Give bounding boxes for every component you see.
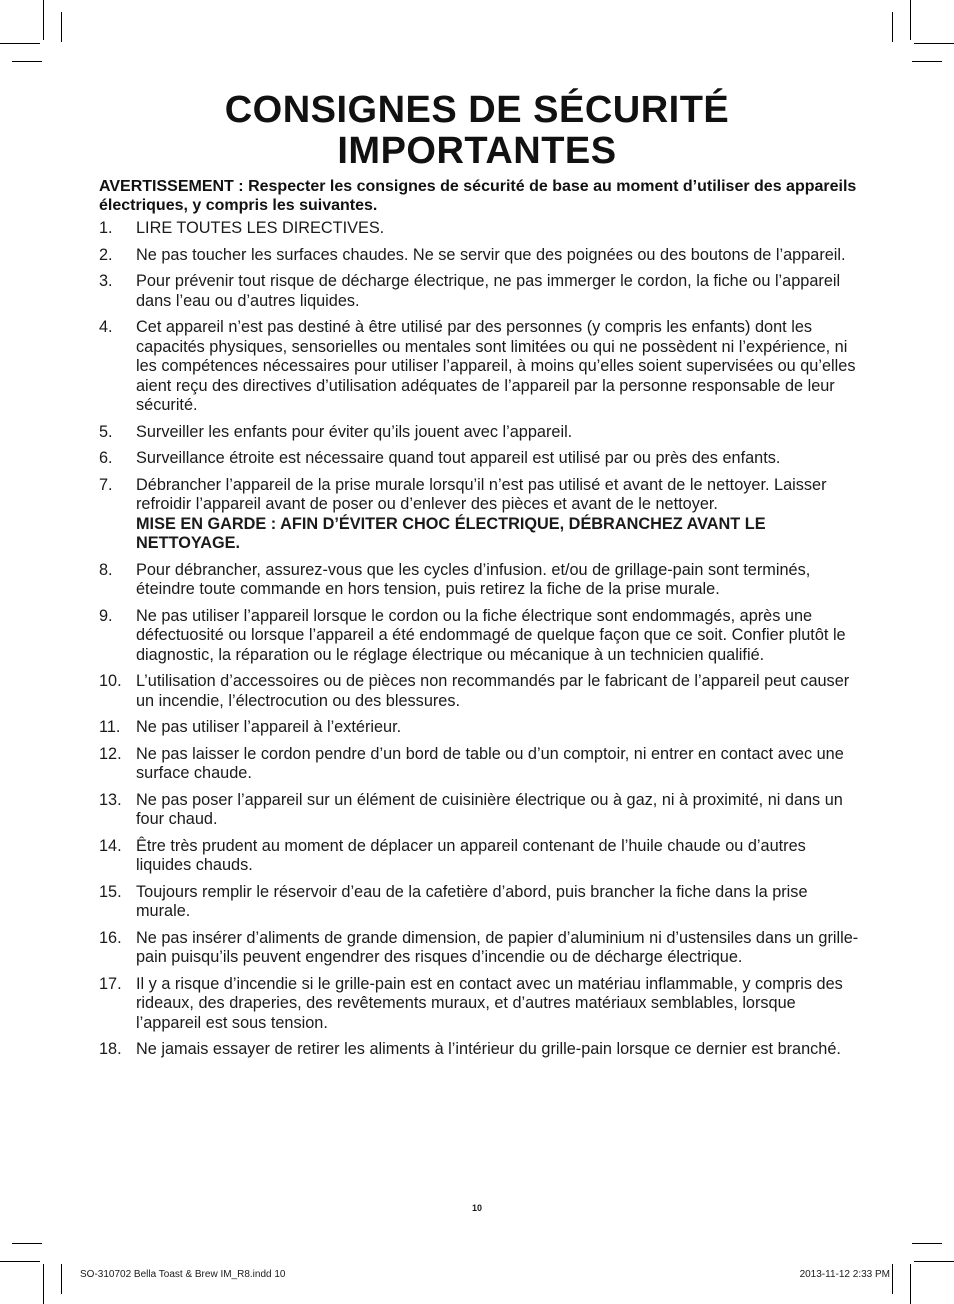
list-item-number: 18.	[99, 1040, 122, 1058]
list-item-number: 13.	[99, 790, 122, 809]
crop-mark	[914, 43, 954, 44]
list-item	[99, 883, 859, 922]
list-item-number: 7.	[99, 475, 113, 494]
warning-paragraph	[99, 177, 859, 215]
list-item-number: 12.	[99, 744, 122, 763]
list-item	[99, 672, 859, 711]
list-item-text: Ne pas poser l’appareil sur un élément de cuisinière électrique ou à gaz, ni à proximité, ni dans un four chaud.	[136, 790, 843, 828]
list-item-text: L’utilisation d’accessoires ou de pièces non recommandés par le fabricant de l’appareil peut causer un incendie, l’électrocution ou des blessures.	[136, 672, 850, 710]
crop-mark	[61, 12, 62, 42]
list-item-number: 16.	[99, 928, 122, 947]
title-line: IMPORTANTES	[337, 130, 617, 172]
list-item-text: Être très prudent au moment de déplacer un appareil contenant de l’huile chaude ou d’autres liquides chauds.	[136, 836, 806, 874]
crop-mark	[0, 1261, 40, 1262]
list-item-text: Surveiller les enfants pour éviter qu’ils jouent avec l’appareil.	[136, 422, 573, 441]
list-item-text: Débrancher l’appareil de la prise murale lorsqu’il n’est pas utilisé et avant de le nettoyer. Laisser refroidir l’appareil avant de poser ou d’enlever des pièces et avant de le nettoyer.	[136, 475, 827, 513]
list-item-number: 6.	[99, 449, 113, 467]
crop-mark	[912, 1243, 942, 1244]
list-item	[99, 561, 859, 600]
list-item-text: Ne pas utiliser l’appareil à l’extérieur.	[136, 718, 402, 736]
list-item-text: Ne pas laisser le cordon pendre d’un bord de table ou d’un comptoir, ni entrer en contact avec une surface chaude.	[136, 744, 844, 782]
footer-timestamp: 2013-11-12 2:33 PM	[799, 1269, 890, 1280]
list-item-number: 11.	[99, 718, 121, 736]
list-item-text: Cet appareil n’est pas destiné à être utilisé par des personnes (y compris les enfants) dont les capacités physiques, sensorielles ou mentales sont limitées ou qui ne possèdent ni l’expérience, ni les compétences nécessaires pour utiliser l’appareil, à moins qu’elles soient supervisées ou qu’elles aient reçu des directives d’utilisation adéquates de l’appareil par la personne responsable de leur sécurité.	[136, 318, 856, 414]
list-item	[99, 423, 859, 443]
crop-mark	[892, 1264, 893, 1294]
list-item-number: 8.	[99, 560, 113, 579]
list-item-number: 2.	[99, 245, 113, 264]
list-item	[99, 718, 859, 738]
crop-mark	[43, 1264, 44, 1304]
list-item	[99, 1040, 859, 1060]
list-item	[99, 318, 859, 416]
list-item-number: 3.	[99, 272, 113, 290]
list-item-text: Surveillance étroite est nécessaire quand tout appareil est utilisé par ou près des enfants.	[136, 449, 781, 467]
list-item-text: LIRE TOUTES LES DIRECTIVES.	[136, 219, 385, 237]
crop-mark	[910, 0, 911, 40]
crop-mark	[61, 1264, 62, 1294]
crop-mark	[43, 0, 44, 40]
list-item	[99, 246, 859, 266]
crop-mark	[892, 12, 893, 42]
list-item-number: 14.	[99, 836, 122, 855]
list-item-text: Ne pas utiliser l’appareil lorsque le cordon ou la fiche électrique sont endommagés, après une défectuosité ou lorsque l’appareil a été endommagé de quelque façon que ce soit. Confier plutôt le diagnostic, la réparation ou le réglage électrique ou mécanique à un technicien qualifié.	[136, 606, 846, 664]
list-item-number: 4.	[99, 318, 113, 336]
list-item	[99, 449, 859, 469]
list-item	[99, 607, 859, 666]
crop-mark	[0, 43, 40, 44]
warning-label: AVERTISSEMENT :	[99, 178, 244, 195]
list-item-number: 10.	[99, 672, 122, 690]
list-item	[99, 219, 859, 239]
crop-mark	[910, 1264, 911, 1304]
list-item-text: Il y a risque d’incendie si le grille-pain est en contact avec un matériau inflammable, y compris des rideaux, des draperies, des revêtements muraux, et d’autres matériaux semblables, lorsque l’appareil est sous tension.	[136, 974, 843, 1032]
list-item-text: Ne pas insérer d’aliments de grande dimension, de papier d’aluminium ni d’ustensiles dans un grille-pain puisqu’ils peuvent engendrer des risques d’incendie ou de décharge électrique.	[136, 928, 859, 966]
list-item	[99, 837, 859, 876]
title-line: CONSIGNES DE SÉCURITÉ	[224, 89, 730, 131]
list-item-number: 17.	[99, 974, 122, 993]
crop-mark	[12, 61, 42, 62]
list-item-text: Pour débrancher, assurez-vous que les cycles d’infusion. et/ou de grillage-pain sont terminés, éteindre toute commande en hors tension, puis retirez la fiche de la prise murale.	[136, 560, 811, 598]
crop-mark	[912, 61, 942, 62]
list-item	[99, 975, 859, 1034]
list-item-text: Toujours remplir le réservoir d’eau de la cafetière d’abord, puis brancher la fiche dans la prise murale.	[136, 882, 808, 920]
warning-text: Respecter les consignes de sécurité de base au moment d’utiliser des appareils électriques, y compris les suivantes.	[99, 178, 857, 214]
page-number: 10	[471, 1203, 482, 1213]
list-item	[99, 476, 859, 554]
list-item-number: 9.	[99, 606, 113, 625]
list-item-number: 1.	[99, 219, 113, 237]
list-item	[99, 272, 859, 311]
caution-note: MISE EN GARDE : AFIN D’ÉVITER CHOC ÉLECTRIQUE, DÉBRANCHEZ AVANT LE NETTOYAGE.	[136, 514, 766, 552]
list-item-number: 5.	[99, 422, 113, 441]
list-item	[99, 929, 859, 968]
page-title	[0, 90, 954, 172]
list-item-text: Ne jamais essayer de retirer les aliments à l’intérieur du grille-pain lorsque ce dernier est branché.	[136, 1040, 841, 1058]
list-item-number: 15.	[99, 882, 122, 901]
footer-file-name: SO-310702 Bella Toast & Brew IM_R8.indd 10	[80, 1269, 286, 1280]
crop-mark	[914, 1261, 954, 1262]
safety-instructions-list	[99, 219, 859, 1060]
crop-mark	[12, 1243, 42, 1244]
list-item	[99, 745, 859, 784]
list-item	[99, 791, 859, 830]
list-item-text: Pour prévenir tout risque de décharge électrique, ne pas immerger le cordon, la fiche ou l’appareil dans l’eau ou d’autres liquides.	[136, 272, 841, 310]
list-item-text: Ne pas toucher les surfaces chaudes. Ne se servir que des poignées ou des boutons de l’appareil.	[136, 245, 846, 264]
